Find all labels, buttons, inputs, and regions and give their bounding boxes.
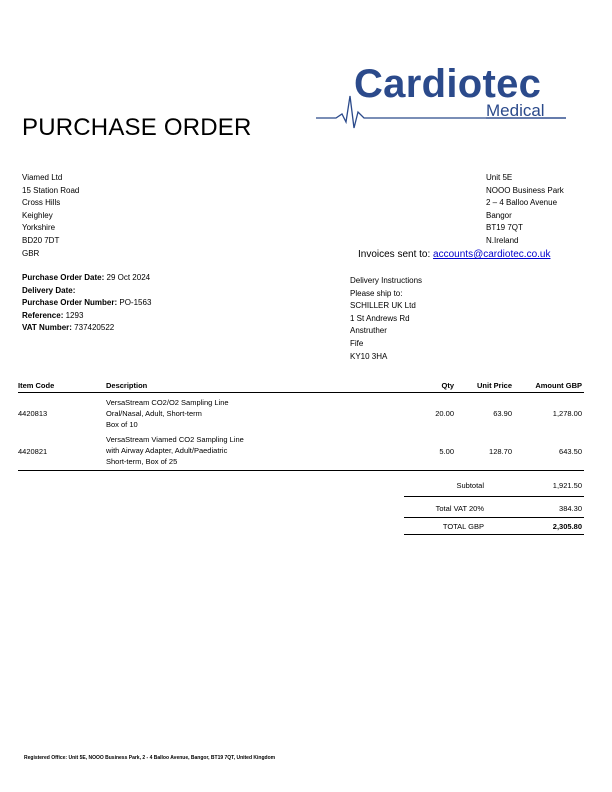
delivery-line: Please ship to:: [350, 288, 403, 298]
row-unit-price: 63.90: [493, 409, 512, 418]
address-line: Keighley: [22, 210, 53, 220]
invoice-label: Invoices sent to:: [358, 249, 431, 260]
invoice-email-link[interactable]: accounts@cardiotec.co.uk: [433, 249, 551, 260]
logo-subtitle: Medical: [486, 101, 545, 120]
total-label: TOTAL GBP: [442, 522, 484, 531]
vat-divider: [404, 517, 584, 518]
table-row: [0, 397, 612, 431]
row-description: [106, 397, 229, 430]
company-address: [486, 172, 564, 248]
detail-label: Purchase Order Number:: [22, 298, 118, 308]
order-details: [22, 272, 151, 335]
row-description: [106, 434, 244, 467]
delivery-line: Fife: [350, 338, 364, 348]
detail-label: Delivery Date:: [22, 285, 76, 295]
description-line: with Airway Adapter, Adult/Paediatric: [106, 446, 228, 455]
description-line: Box of 10: [106, 420, 138, 429]
address-line: Bangor: [486, 210, 512, 220]
description-line: Oral/Nasal, Adult, Short-term: [106, 409, 202, 418]
description-line: VersaStream CO2/O2 Sampling Line: [106, 398, 229, 407]
row-amount: 1,278.00: [552, 409, 582, 418]
detail-value: 29 Oct 2024: [106, 273, 151, 282]
invoice-line: [358, 249, 550, 260]
row-unit-price: 128.70: [489, 447, 512, 456]
delivery-instructions: [350, 275, 422, 363]
address-line: 15 Station Road: [22, 185, 80, 195]
detail-label: VAT Number:: [22, 323, 72, 333]
vat-value: 384.30: [559, 504, 582, 513]
delivery-line: 1 St Andrews Rd: [350, 313, 410, 323]
row-item-code: 4420813: [18, 409, 48, 418]
header-divider: [18, 392, 584, 393]
address-line: BD20 7DT: [22, 235, 60, 245]
table-row: [0, 434, 612, 468]
address-line: Unit 5E: [486, 173, 513, 182]
description-line: Short-term, Box of 25: [106, 457, 178, 466]
address-line: Cross Hills: [22, 198, 61, 208]
vat-label: Total VAT 20%: [435, 504, 484, 513]
address-line: N.Ireland: [486, 235, 519, 245]
detail-label: Purchase Order Date:: [22, 273, 105, 282]
address-line: GBR: [22, 248, 40, 258]
header-unit-price: Unit Price: [476, 381, 512, 390]
row-amount: 643.50: [559, 447, 582, 456]
subtotal-value: 1,921.50: [552, 481, 582, 490]
page-title: PURCHASE ORDER: [22, 114, 252, 141]
total-divider: [404, 534, 584, 535]
row-item-code: 4420821: [18, 447, 48, 456]
subtotal-label: Subtotal: [456, 481, 484, 490]
header-description: Description: [106, 381, 148, 390]
table-bottom-divider: [18, 470, 584, 471]
header-item-code: Item Code: [18, 381, 55, 390]
delivery-line: KY10 3HA: [350, 351, 388, 361]
detail-value: 737420522: [74, 323, 115, 333]
supplier-address: [22, 172, 79, 260]
address-line: Viamed Ltd: [22, 173, 63, 182]
registered-office-footer: Registered Office: Unit 5E, NOOO Business Park, 2 - 4 Balloo Avenue, Bangor, BT19 7QT, United Kingdom: [24, 755, 276, 761]
detail-label: Reference:: [22, 310, 64, 320]
delivery-line: Delivery Instructions: [350, 276, 423, 285]
detail-value: PO-1563: [119, 298, 152, 308]
header-amount: Amount GBP: [535, 381, 582, 390]
total-value: 2,305.80: [552, 522, 582, 531]
row-qty: 20.00: [435, 409, 454, 418]
detail-value: 1293: [65, 310, 84, 320]
description-line: VersaStream Viamed CO2 Sampling Line: [106, 435, 244, 444]
address-line: BT19 7QT: [486, 223, 523, 233]
delivery-line: SCHILLER UK Ltd: [350, 301, 416, 311]
logo-name: Cardiotec: [354, 62, 542, 106]
subtotal-divider: [404, 496, 584, 497]
address-line: NOOO Business Park: [486, 185, 564, 195]
header-qty: Qty: [441, 381, 454, 390]
row-qty: 5.00: [439, 447, 454, 456]
address-line: Yorkshire: [22, 223, 56, 233]
address-line: 2 – 4 Balloo Avenue: [486, 198, 558, 208]
delivery-line: Anstruther: [350, 326, 387, 336]
